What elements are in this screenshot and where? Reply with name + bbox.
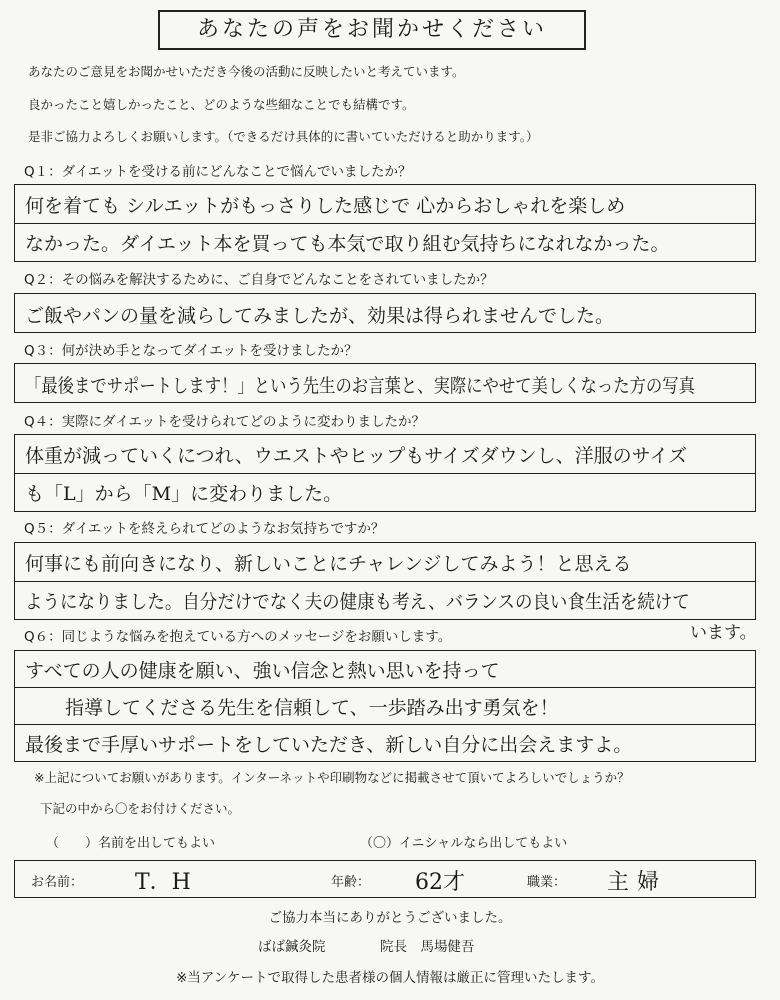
option-instruction: 下記の中から〇をお付けください。 — [40, 801, 241, 816]
answer-4-line-1: 体重が減っていくにつれ、ウエストやヒップもサイズダウンし、洋服のサイズ — [25, 445, 688, 467]
survey-title: あなたの声をお聞かせください — [158, 10, 586, 50]
answer-6-line-1: すべての人の健康を願い、強い信念と熱い思いを持って — [25, 660, 500, 682]
answer-box-4 — [14, 434, 756, 512]
option-name-ok-label: 名前を出してもよい — [98, 836, 216, 851]
answer-5-line-2: ようになりました。自分だけでなく夫の健康も考え、バランスの良い食生活を続けて — [25, 591, 690, 613]
name-label: お名前： — [31, 875, 84, 890]
answer-box-6 — [14, 650, 756, 762]
question-4-label: Q４：実際にダイエットを受けられてどのように変わりましたか？ — [24, 414, 426, 430]
question-6-label: Q６：同じような悩みを抱えている方へのメッセージをお願いします。 — [24, 629, 452, 645]
question-3-label: Q３：何が決め手となってダイエットを受けましたか？ — [24, 343, 358, 359]
answer-2-line-1: ご飯やパンの量を減らしてみましたが、効果は得られませんでした。 — [25, 305, 615, 327]
option-initials-ok-mark: （〇） — [360, 836, 400, 851]
privacy-notice: ※当アンケートで取得した患者様の個人情報は厳正に管理いたします。 — [176, 970, 604, 986]
director-name: 院長 馬場健吾 — [380, 939, 475, 955]
answer-1-line-1: 何を着ても シルエットがもっさりした感じで 心からおしゃれを楽しめ — [25, 195, 626, 217]
answer-5-overflow: います。 — [690, 623, 757, 643]
intro-line-2: 良かったこと嬉しかったこと、どのような些細なことでも結構です。 — [28, 97, 415, 112]
name-value: T．H — [135, 870, 191, 895]
thanks-message: ご協力本当にありがとうございました。 — [268, 910, 512, 926]
intro-line-3: 是非ご協力よろしくお願いします。（できるだけ具体的に書いていただけると助かります。） — [28, 129, 539, 144]
job-value: 主婦 — [607, 870, 668, 895]
answer-1-line-2: なかった。ダイエット本を買っても本気で取り組む気持ちになれなかった。 — [25, 233, 670, 255]
age-value: 62才 — [415, 870, 465, 895]
question-5-label: Q５：ダイエットを終えられてどのようなお気持ちですか？ — [24, 521, 385, 537]
question-2-label: Q２：その悩みを解決するために、ご自身でどんなことをされていましたか？ — [24, 272, 494, 288]
intro-line-1: あなたのご意見をお聞かせいただき今後の活動に反映したいと考えています。 — [28, 64, 465, 79]
option-initials-ok-label: イニシャルなら出してもよい — [399, 836, 568, 851]
publication-notice: ※上記についてお願いがあります。インターネットや印刷物などに掲載させて頂いてよろしいでしょうか？ — [34, 770, 630, 785]
option-initials-ok[interactable] — [360, 832, 567, 851]
answer-box-1 — [14, 184, 756, 262]
job-label: 職業： — [527, 875, 567, 890]
age-label: 年齢： — [331, 875, 371, 890]
respondent-info-bar — [14, 860, 756, 898]
option-name-ok[interactable] — [46, 832, 215, 851]
answer-4-line-2: も「L」から「M」に変わりました。 — [25, 483, 343, 505]
answer-6-line-3: 最後まで手厚いサポートをしていただき、新しい自分に出会えますよ。 — [25, 734, 633, 756]
answer-box-3 — [14, 363, 756, 403]
answer-6-line-2: 指導してくださる先生を信頼して、一歩踏み出す勇気を！ — [65, 697, 559, 719]
answer-5-line-1: 何事にも前向きになり、新しいことにチャレンジしてみよう！と思える — [25, 553, 632, 575]
answer-box-5 — [14, 542, 756, 620]
option-name-ok-mark: （ ） — [46, 836, 99, 851]
question-1-label: Q１：ダイエットを受ける前にどんなことで悩んでいましたか？ — [24, 164, 412, 180]
answer-box-2 — [14, 293, 756, 333]
answer-3-line-1: 「最後までサポートします！」という先生のお言葉と、実際にやせて美しくなった方の写真 — [25, 375, 695, 397]
clinic-name: ばば鍼灸院 — [258, 939, 326, 955]
